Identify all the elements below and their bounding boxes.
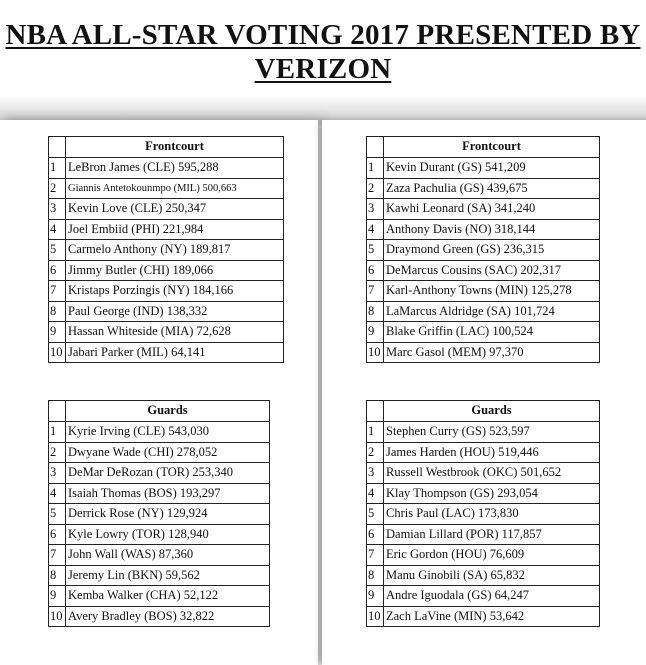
player-votes-cell: Karl-Anthony Towns (MIN) 125,278 bbox=[384, 281, 600, 302]
table-row bbox=[367, 422, 600, 443]
table-header-row bbox=[367, 401, 600, 422]
player-votes-cell: Paul George (IND) 138,332 bbox=[66, 301, 284, 322]
rank-cell: 9 bbox=[49, 586, 66, 607]
player-votes-cell: John Wall (WAS) 87,360 bbox=[66, 545, 270, 566]
player-votes-cell: DeMar DeRozan (TOR) 253,340 bbox=[66, 463, 270, 484]
title-line-2: VERIZON bbox=[254, 53, 392, 85]
player-votes-cell: Giannis Antetokounmpo (MIL) 500,663 bbox=[66, 178, 284, 199]
rank-cell: 5 bbox=[367, 504, 384, 525]
table-row bbox=[49, 301, 284, 322]
rank-cell: 2 bbox=[367, 442, 384, 463]
player-votes-cell: Kyle Lowry (TOR) 128,940 bbox=[66, 524, 270, 545]
table-row bbox=[367, 240, 600, 261]
table-row bbox=[367, 158, 600, 179]
table-row bbox=[367, 199, 600, 220]
player-votes-cell: LaMarcus Aldridge (SA) 101,724 bbox=[384, 301, 600, 322]
table-row bbox=[49, 606, 270, 627]
west-guards-table bbox=[366, 400, 600, 627]
table-row bbox=[367, 545, 600, 566]
rank-cell: 9 bbox=[49, 322, 66, 343]
table-row bbox=[367, 219, 600, 240]
rank-cell: 9 bbox=[367, 586, 384, 607]
player-votes-cell: Joel Embiid (PHI) 221,984 bbox=[66, 219, 284, 240]
table-row bbox=[49, 463, 270, 484]
rank-cell: 8 bbox=[49, 301, 66, 322]
table-row bbox=[49, 281, 284, 302]
rank-cell: 7 bbox=[49, 545, 66, 566]
rank-cell: 3 bbox=[49, 463, 66, 484]
table-row bbox=[49, 565, 270, 586]
rank-cell: 1 bbox=[367, 422, 384, 443]
table-row bbox=[367, 586, 600, 607]
rank-cell: 5 bbox=[367, 240, 384, 261]
table-row bbox=[367, 606, 600, 627]
rank-cell: 4 bbox=[367, 483, 384, 504]
table-header-row bbox=[367, 137, 600, 158]
section-header: Guards bbox=[384, 401, 600, 422]
east-frontcourt-table bbox=[48, 136, 284, 363]
rank-cell: 10 bbox=[367, 606, 384, 627]
table-row bbox=[367, 178, 600, 199]
table-row bbox=[367, 565, 600, 586]
section-header: Guards bbox=[66, 401, 270, 422]
rank-header-cell bbox=[367, 137, 384, 158]
table-row bbox=[49, 158, 284, 179]
rank-cell: 2 bbox=[49, 442, 66, 463]
rank-cell: 4 bbox=[367, 219, 384, 240]
rank-cell: 3 bbox=[367, 199, 384, 220]
player-votes-cell: Russell Westbrook (OKC) 501,652 bbox=[384, 463, 600, 484]
page-title bbox=[0, 18, 646, 86]
rank-cell: 7 bbox=[367, 545, 384, 566]
player-votes-cell: Kevin Love (CLE) 250,347 bbox=[66, 199, 284, 220]
player-votes-cell: Zach LaVine (MIN) 53,642 bbox=[384, 606, 600, 627]
table-row bbox=[49, 545, 270, 566]
player-votes-cell: Carmelo Anthony (NY) 189,817 bbox=[66, 240, 284, 261]
rank-cell: 4 bbox=[49, 483, 66, 504]
player-votes-cell: Kyrie Irving (CLE) 543,030 bbox=[66, 422, 270, 443]
player-votes-cell: Manu Ginobili (SA) 65,832 bbox=[384, 565, 600, 586]
rank-cell: 8 bbox=[367, 301, 384, 322]
table-row bbox=[367, 524, 600, 545]
rank-cell: 6 bbox=[367, 260, 384, 281]
table-row bbox=[49, 178, 284, 199]
table-header-row bbox=[49, 401, 270, 422]
player-votes-cell: James Harden (HOU) 519,446 bbox=[384, 442, 600, 463]
player-votes-cell: Chris Paul (LAC) 173,830 bbox=[384, 504, 600, 525]
rank-cell: 9 bbox=[367, 322, 384, 343]
player-votes-cell: Dwyane Wade (CHI) 278,052 bbox=[66, 442, 270, 463]
rank-cell: 6 bbox=[367, 524, 384, 545]
rank-header-cell bbox=[367, 401, 384, 422]
player-votes-cell: Damian Lillard (POR) 117,857 bbox=[384, 524, 600, 545]
rank-cell: 4 bbox=[49, 219, 66, 240]
rank-cell: 1 bbox=[49, 158, 66, 179]
player-votes-cell: DeMarcus Cousins (SAC) 202,317 bbox=[384, 260, 600, 281]
table-row bbox=[367, 442, 600, 463]
table-row bbox=[367, 342, 600, 363]
rank-cell: 2 bbox=[367, 178, 384, 199]
rank-cell: 6 bbox=[49, 260, 66, 281]
table-row bbox=[367, 504, 600, 525]
table-row bbox=[367, 463, 600, 484]
player-votes-cell: Kawhi Leonard (SA) 341,240 bbox=[384, 199, 600, 220]
east-guards-table bbox=[48, 400, 270, 627]
player-votes-cell: Andre Iguodala (GS) 64,247 bbox=[384, 586, 600, 607]
rank-cell: 1 bbox=[49, 422, 66, 443]
table-row bbox=[367, 483, 600, 504]
rank-cell: 2 bbox=[49, 178, 66, 199]
player-votes-cell: Eric Gordon (HOU) 76,609 bbox=[384, 545, 600, 566]
player-votes-cell: Jabari Parker (MIL) 64,141 bbox=[66, 342, 284, 363]
west-frontcourt-table bbox=[366, 136, 600, 363]
player-votes-cell: Marc Gasol (MEM) 97,370 bbox=[384, 342, 600, 363]
rank-header-cell bbox=[49, 137, 66, 158]
player-votes-cell: Klay Thompson (GS) 293,054 bbox=[384, 483, 600, 504]
table-row bbox=[367, 301, 600, 322]
rank-cell: 10 bbox=[367, 342, 384, 363]
table-row bbox=[49, 442, 270, 463]
player-votes-cell: LeBron James (CLE) 595,288 bbox=[66, 158, 284, 179]
player-votes-cell: Draymond Green (GS) 236,315 bbox=[384, 240, 600, 261]
player-votes-cell: Stephen Curry (GS) 523,597 bbox=[384, 422, 600, 443]
rank-cell: 6 bbox=[49, 524, 66, 545]
table-row bbox=[49, 199, 284, 220]
player-votes-cell: Blake Griffin (LAC) 100,524 bbox=[384, 322, 600, 343]
table-row bbox=[367, 322, 600, 343]
player-votes-cell: Zaza Pachulia (GS) 439,675 bbox=[384, 178, 600, 199]
table-row bbox=[367, 260, 600, 281]
rank-cell: 8 bbox=[367, 565, 384, 586]
player-votes-cell: Jimmy Butler (CHI) 189,066 bbox=[66, 260, 284, 281]
table-row bbox=[49, 342, 284, 363]
player-votes-cell: Kevin Durant (GS) 541,209 bbox=[384, 158, 600, 179]
player-votes-cell: Kristaps Porzingis (NY) 184,166 bbox=[66, 281, 284, 302]
table-row bbox=[49, 322, 284, 343]
title-line-1: NBA ALL-STAR VOTING 2017 PRESENTED BY bbox=[5, 19, 641, 51]
rank-cell: 1 bbox=[367, 158, 384, 179]
rank-cell: 5 bbox=[49, 240, 66, 261]
table-header-row bbox=[49, 137, 284, 158]
rank-header-cell bbox=[49, 401, 66, 422]
rank-cell: 10 bbox=[49, 342, 66, 363]
rank-cell: 5 bbox=[49, 504, 66, 525]
section-header: Frontcourt bbox=[384, 137, 600, 158]
player-votes-cell: Jeremy Lin (BKN) 59,562 bbox=[66, 565, 270, 586]
player-votes-cell: Kemba Walker (CHA) 52,122 bbox=[66, 586, 270, 607]
table-row bbox=[49, 422, 270, 443]
rank-cell: 7 bbox=[49, 281, 66, 302]
rank-cell: 10 bbox=[49, 606, 66, 627]
table-row bbox=[49, 483, 270, 504]
table-row bbox=[49, 219, 284, 240]
table-row bbox=[49, 504, 270, 525]
table-row bbox=[367, 281, 600, 302]
table-row bbox=[49, 240, 284, 261]
player-votes-cell: Avery Bradley (BOS) 32,822 bbox=[66, 606, 270, 627]
player-votes-cell: Anthony Davis (NO) 318,144 bbox=[384, 219, 600, 240]
rank-cell: 8 bbox=[49, 565, 66, 586]
rank-cell: 3 bbox=[367, 463, 384, 484]
rank-cell: 7 bbox=[367, 281, 384, 302]
table-row bbox=[49, 586, 270, 607]
player-votes-cell: Isaiah Thomas (BOS) 193,297 bbox=[66, 483, 270, 504]
rank-cell: 3 bbox=[49, 199, 66, 220]
table-row bbox=[49, 260, 284, 281]
player-votes-cell: Derrick Rose (NY) 129,924 bbox=[66, 504, 270, 525]
table-row bbox=[49, 524, 270, 545]
section-header: Frontcourt bbox=[66, 137, 284, 158]
player-votes-cell: Hassan Whiteside (MIA) 72,628 bbox=[66, 322, 284, 343]
